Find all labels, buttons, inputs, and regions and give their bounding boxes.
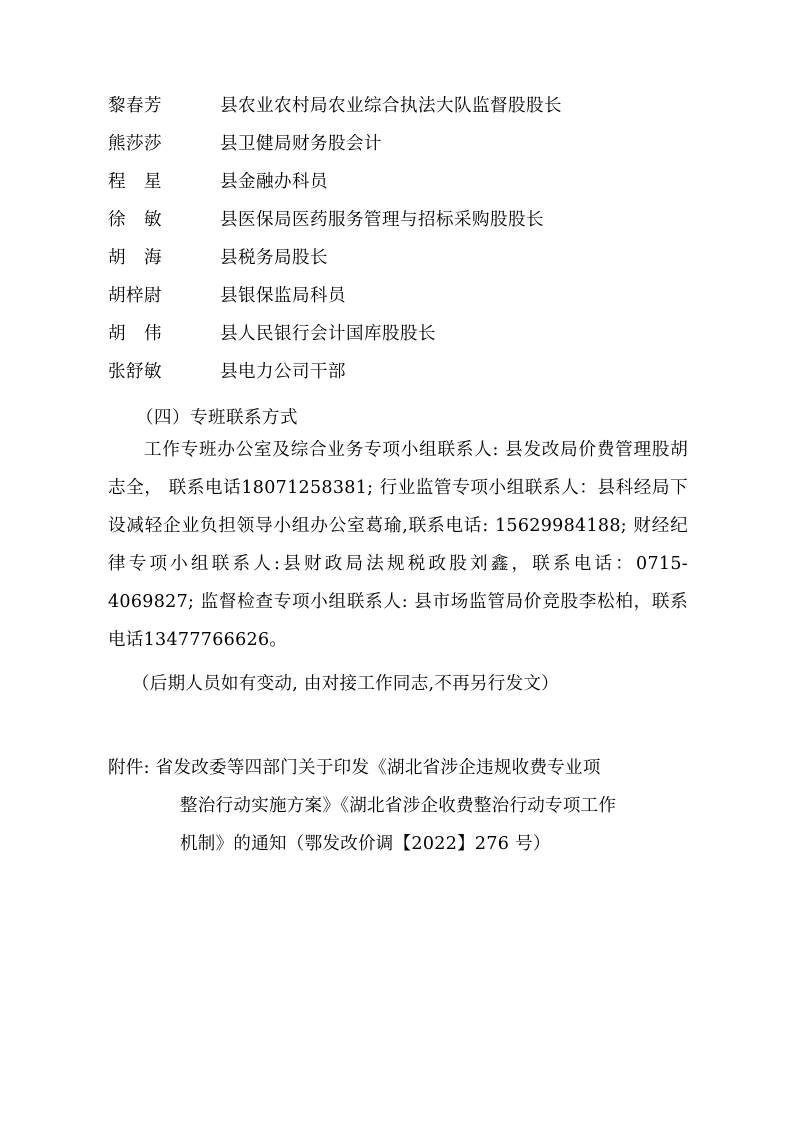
roster-name: 张舒敏 bbox=[108, 362, 162, 382]
roster-title: 县卫健局财务股会计 bbox=[220, 134, 382, 154]
list-item bbox=[108, 282, 688, 320]
attachment-line: 附件: 省发改委等四部门关于印发《湖北省涉企违规收费专业项 bbox=[108, 758, 601, 778]
roster-title: 县人民银行会计国库股股长 bbox=[220, 324, 436, 344]
list-item bbox=[108, 358, 688, 396]
roster-name: 黎春芳 bbox=[108, 96, 162, 116]
attachment-line: 机制》的通知（鄂发改价调【2022】276 号） bbox=[180, 834, 551, 854]
roster-title: 县金融办科员 bbox=[220, 172, 328, 192]
roster-title: 县银保监局科员 bbox=[220, 286, 346, 306]
roster-title: 县医保局医药服务管理与招标采购股股长 bbox=[220, 210, 544, 230]
roster-name: 程 星 bbox=[108, 172, 162, 192]
roster-name: 熊莎莎 bbox=[108, 134, 162, 154]
list-item bbox=[108, 206, 688, 244]
note-paragraph: （后期人员如有变动, 由对接工作同志,不再另行发文） bbox=[132, 674, 559, 694]
list-item bbox=[108, 244, 688, 282]
document-content bbox=[108, 92, 688, 863]
body-paragraph: 工作专班办公室及综合业务专项小组联系人: 县发改局价费管理股胡志全， 联系电话18071258381; 行业监管专项小组联系人：县科经局下设减轻企业负担领导小组办公室葛瑜,联系电话: 15629984188; 财经纪律专项小组联系人:县财政局法规税政股刘鑫，联系电话：0715-4069827; 监督检查专项小组联系人: 县市场监管局价竞股李松柏，联系电话13477766626。 bbox=[108, 440, 688, 650]
attachment-line: 整治行动实施方案》《湖北省涉企收费整治行动专项工作 bbox=[180, 796, 617, 816]
roster-list bbox=[108, 92, 688, 396]
list-item bbox=[108, 320, 688, 358]
roster-title: 县农业农村局农业综合执法大队监督股股长 bbox=[220, 96, 562, 116]
roster-title: 县税务局股长 bbox=[220, 248, 328, 268]
roster-name: 胡 伟 bbox=[108, 324, 162, 344]
roster-title: 县电力公司干部 bbox=[220, 362, 346, 382]
list-item bbox=[108, 92, 688, 130]
roster-name: 胡梓尉 bbox=[108, 286, 162, 306]
roster-name: 胡 海 bbox=[108, 248, 162, 268]
roster-name: 徐 敏 bbox=[108, 210, 162, 230]
list-item bbox=[108, 130, 688, 168]
attachment-block bbox=[108, 749, 688, 863]
list-item bbox=[108, 168, 688, 206]
section-heading: （四）专班联系方式 bbox=[136, 408, 298, 428]
